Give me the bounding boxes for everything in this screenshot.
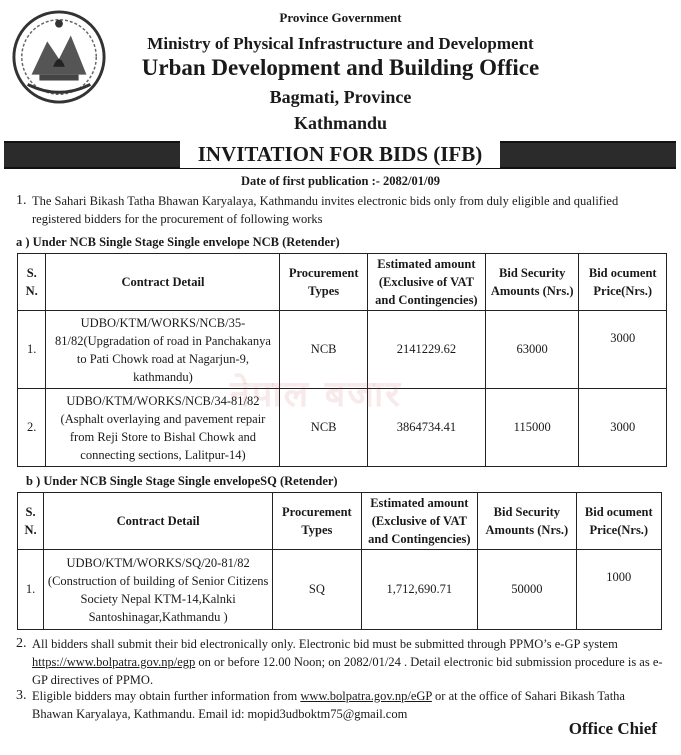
cell-document-price: 1000 (576, 550, 661, 630)
clause-3 (16, 687, 666, 723)
section-a-title: a ) Under NCB Single Stage Single envelope NCB (Retender) (16, 235, 340, 249)
publication-date: Date of first publication :- 2082/01/09 (241, 174, 440, 188)
clause-number: 3. (16, 688, 27, 703)
col-header-procurement-type: Procurement Types (273, 493, 361, 550)
col-header-sn: S. N. (18, 493, 44, 550)
clause-2 (16, 635, 666, 689)
cell-sn: 1. (18, 311, 46, 389)
cell-procurement-type: SQ (273, 550, 361, 630)
cell-contract-detail: UDBO/KTM/WORKS/NCB/34-81/82 (Asphalt overlaying and pavement repair from Reji Store to Bishal Chowk and connecting sections, Lalitpur-14) (46, 389, 280, 467)
col-header-contract-detail: Contract Detail (44, 493, 273, 550)
table-header-row (18, 254, 667, 311)
cell-estimated-amount: 3864734.41 (367, 389, 485, 467)
bid-table-sq (17, 492, 662, 630)
cell-estimated-amount: 2141229.62 (367, 311, 485, 389)
col-header-bid-security: Bid Security Amounts (Nrs.) (478, 493, 576, 550)
col-header-bid-security: Bid Security Amounts (Nrs.) (485, 254, 579, 311)
cell-contract-detail: UDBO/KTM/WORKS/SQ/20-81/82 (Construction of building of Senior Citizens Society Nepal KTM-14,Kalnki Santoshinagar,Kathmandu ) (44, 550, 273, 630)
cell-sn: 2. (18, 389, 46, 467)
clause-text: Eligible bidders may obtain further information from (32, 689, 301, 703)
cell-bid-security: 63000 (485, 311, 579, 389)
cell-estimated-amount: 1,712,690.71 (361, 550, 478, 630)
cell-sn: 1. (18, 550, 44, 630)
col-header-estimated-amount: Estimated amount (Exclusive of VAT and Contingencies) (367, 254, 485, 311)
clause-text: on or before 12.00 Noon; on 2082/01/24 . Detail electronic bid submission procedure is as e-GP directives of PPMO. (32, 655, 663, 687)
col-header-sn: S. N. (18, 254, 46, 311)
col-header-document-price: Bid ocument Price(Nrs.) (576, 493, 661, 550)
clause-number: 1. (16, 193, 27, 208)
clause-1 (16, 192, 666, 228)
col-header-estimated-amount: Estimated amount (Exclusive of VAT and Contingencies) (361, 493, 478, 550)
table-row (18, 550, 662, 630)
cell-document-price: 3000 (579, 389, 667, 467)
table-header-row (18, 493, 662, 550)
office-chief-signoff: Office Chief (568, 719, 657, 738)
cell-contract-detail: UDBO/KTM/WORKS/NCB/35-81/82(Upgradation of road in Panchakanya to Pati Chowk road at Nagarjun-9, kathmandu) (46, 311, 280, 389)
page-title: INVITATION FOR BIDS (IFB) (180, 140, 500, 168)
city-name: Kathmandu (293, 113, 388, 133)
clause-text: or at the office of Sahari Bikash Tatha Bhawan Karyalaya, Kathmandu. Email id: mopid3udboktm75@gmail.com (32, 689, 625, 721)
ministry-name: Ministry of Physical Infrastructure and Development (147, 34, 534, 53)
section-b-title: b ) Under NCB Single Stage Single envelopeSQ (Retender) (26, 474, 338, 488)
clause-text: All bidders shall submit their bid electronically only. Electronic bid must be submitted through PPMO’s e-GP system (32, 637, 618, 651)
office-name: Urban Development and Building Office (141, 55, 540, 80)
watermark-logo: नेपाल बजार (230, 374, 403, 415)
province-government-label: Province Government (279, 10, 402, 25)
cell-bid-security: 50000 (478, 550, 576, 630)
cell-document-price: 3000 (579, 311, 667, 389)
cell-procurement-type: NCB (280, 311, 367, 389)
bid-table-ncb (17, 253, 667, 467)
egp-link[interactable]: https://www.bolpatra.gov.np/egp (32, 655, 196, 669)
province-name: Bagmati, Province (269, 87, 412, 107)
col-header-procurement-type: Procurement Types (280, 254, 367, 311)
clause-text: The Sahari Bikash Tatha Bhawan Karyalaya, Kathmandu invites electronic bids only from duly eligible and qualified registered bidders for the procurement of following works (32, 194, 619, 226)
bolpatra-link[interactable]: www.bolpatra.gov.np/eGP (300, 689, 432, 703)
col-header-contract-detail: Contract Detail (46, 254, 280, 311)
cell-bid-security: 115000 (485, 389, 579, 467)
clause-number: 2. (16, 636, 27, 651)
col-header-document-price: Bid ocument Price(Nrs.) (579, 254, 667, 311)
cell-procurement-type: NCB (280, 389, 367, 467)
